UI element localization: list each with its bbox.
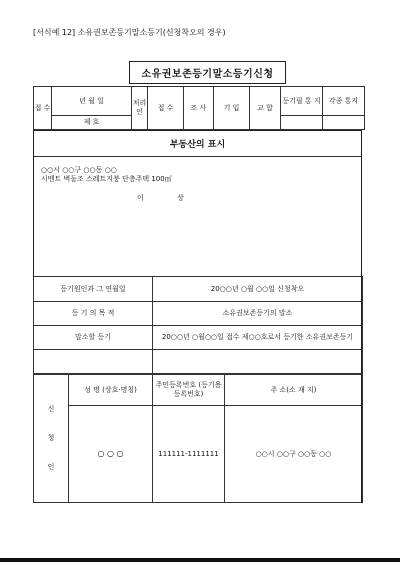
receipt-number[interactable]: 제 호: [52, 116, 132, 130]
title-box: [129, 61, 286, 84]
col-receipt: 접 수: [148, 87, 184, 130]
cause-date-label: 등기원인과 그 연월일: [34, 277, 153, 302]
receipt-label: 접 수: [34, 87, 52, 130]
col-entry: 기 입: [214, 87, 250, 130]
main-form: [33, 130, 362, 503]
reception-table: [33, 86, 365, 130]
notices-cell[interactable]: [323, 116, 365, 130]
end-mark-1: 이: [137, 194, 144, 202]
end-mark-2: 상: [177, 194, 184, 202]
header-name: 성 명 (상호·명칭): [69, 375, 153, 406]
processor-label: 처리인: [132, 87, 148, 130]
purpose-value[interactable]: 소유권보존등기의 말소: [153, 302, 363, 326]
property-line-1: ○○시 ○○구 ○○동 ○○: [41, 166, 117, 174]
blank-value[interactable]: [153, 350, 363, 374]
blank-label: [34, 350, 153, 374]
header-address: 주 소(소 재 지): [225, 375, 363, 406]
applicant-side-label: 신 청 인: [34, 375, 69, 503]
property-section-title: 부동산의 표시: [34, 131, 361, 157]
form-title: 소유권보존등기말소등기신청: [141, 69, 274, 80]
bottom-border: [0, 558, 400, 562]
applicant-name[interactable]: ○ ○ ○: [69, 406, 153, 503]
cancel-registration-value[interactable]: 20○○년 ○월○○일 접수 제○○호로서 등기한 소유권보존등기: [153, 326, 363, 350]
cause-date-value[interactable]: 20○○년 ○월 ○○일 신청착오: [153, 277, 363, 302]
completion-notice-cell[interactable]: [281, 116, 323, 130]
receipt-date[interactable]: 년 월 일: [52, 87, 132, 116]
form-number-label: [서식예 12] 소유권보존등기말소등기(신청착오의 경우): [33, 28, 226, 37]
col-completion-notice: 등기필 통 지: [281, 87, 323, 116]
registration-info-table: [33, 276, 363, 374]
purpose-label: 등 기 의 목 적: [34, 302, 153, 326]
applicant-address[interactable]: ○○시 ○○구 ○○동 ○○: [225, 406, 363, 503]
header-id: 주민등록번호 (등기용등록번호): [153, 375, 225, 406]
col-investigation: 조 사: [184, 87, 214, 130]
col-notices: 각종 통지: [323, 87, 365, 116]
applicant-table: [33, 374, 363, 503]
property-description: [41, 166, 172, 184]
applicant-id-number[interactable]: 111111-1111111: [153, 406, 225, 503]
cancel-registration-label: 말소할 등기: [34, 326, 153, 350]
col-proofread: 교 합: [250, 87, 281, 130]
property-line-2: 시멘트 벽돌조 스레트지붕 단층주택 100㎡: [41, 175, 172, 183]
